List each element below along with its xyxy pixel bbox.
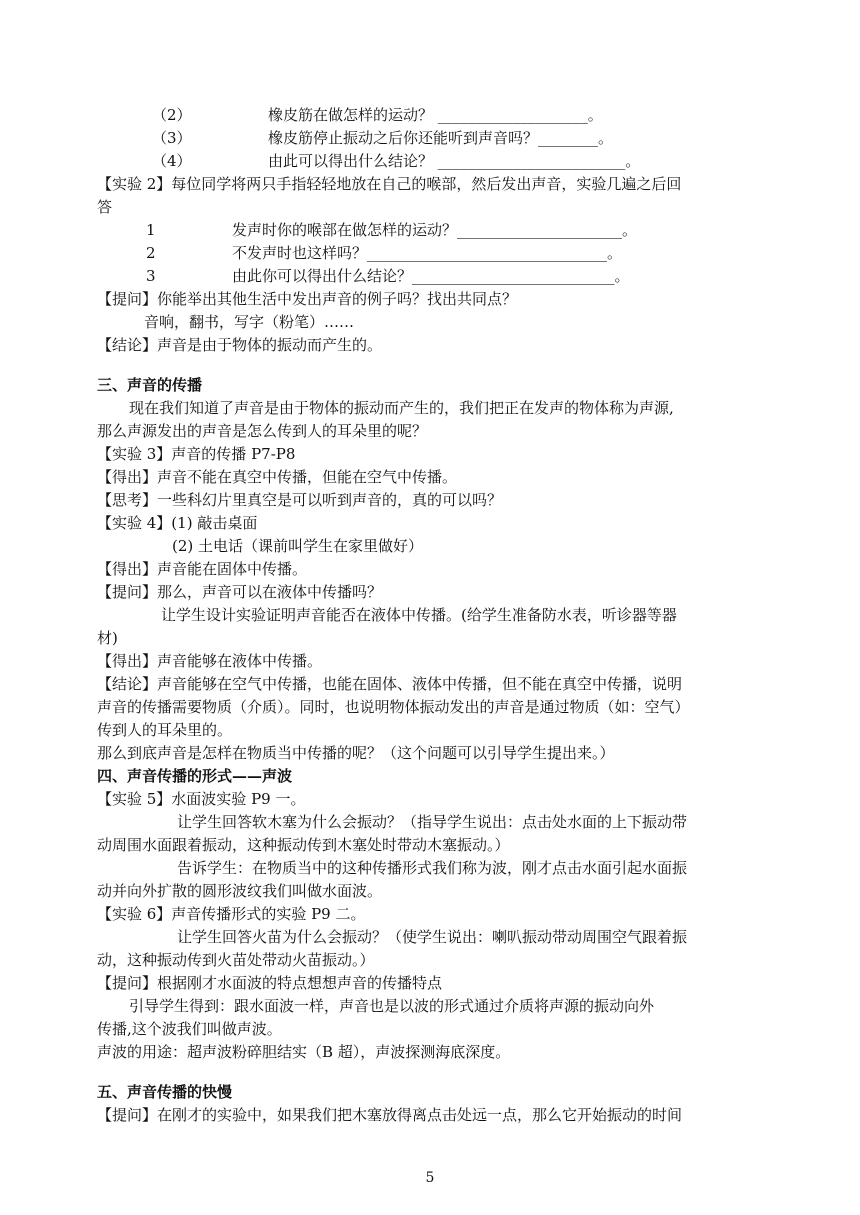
- text-line: 让学生设计实验证明声音能否在液体中传播。(给学生准备防水表，听诊器等器: [161, 606, 677, 624]
- text-line: 那么到底声音是怎样在物质当中传播的呢？（这个问题可以引导学生提出来。）: [97, 744, 615, 762]
- page-number: 5: [425, 1170, 435, 1186]
- text-line: 那么声源发出的声音是怎么传到人的耳朵里的呢？: [97, 422, 428, 440]
- text-line: 【实验 5】水面波实验 P9 一。: [97, 790, 306, 808]
- text-line: 答: [97, 198, 113, 216]
- question-line: （3） 橡皮筋停止振动之后你还能听到声音吗？________。: [152, 129, 614, 147]
- question-line: 2 不发声时也这样吗？________________________________。: [146, 244, 623, 262]
- section-heading: 四、声音传播的形式——声波: [97, 767, 293, 785]
- text-line: 材): [97, 629, 118, 647]
- text-line: (2) 土电话（课前叫学生在家里做好）: [172, 537, 424, 555]
- text-line: 动周围水面跟着振动，这种振动传到木塞处时带动木塞振动。）: [97, 836, 510, 854]
- text-line: 声音的传播需要物质（介质）。同时，也说明物体振动发出的声音是通过物质（如：空气）: [97, 698, 690, 716]
- text-line: 【提问】在刚才的实验中，如果我们把木塞放得离点击处远一点，那么它开始振动的时间: [97, 1106, 683, 1124]
- text-line: 让学生回答火苗为什么会振动？（使学生说出：喇叭振动带动周围空气跟着振: [177, 928, 688, 946]
- text-line: 告诉学生：在物质当中的这种传播形式我们称为波，刚才点击水面引起水面振: [177, 859, 688, 877]
- text-line: 动，这种振动传到火苗处带动火苗振动。）: [97, 951, 375, 969]
- text-line: 【结论】声音能够在空气中传播，也能在固体、液体中传播，但不能在真空中传播，说明: [97, 675, 683, 693]
- text-line: 传到人的耳朵里的。: [97, 721, 233, 739]
- section-heading: 三、声音的传播: [97, 376, 203, 394]
- text-line: 【实验 3】声音的传播 P7-P8: [97, 445, 296, 463]
- text-line: 【实验 4】(1) 敲击桌面: [97, 514, 258, 532]
- text-line: 让学生回答软木塞为什么会振动？（指导学生说出：点击处水面的上下振动带: [177, 813, 688, 831]
- text-line: 【得出】声音不能在真空中传播，但能在空气中传播。: [97, 468, 458, 486]
- text-line: 【得出】声音能够在液体中传播。: [97, 652, 323, 670]
- text-line: 动并向外扩散的圆形波纹我们叫做水面波。: [97, 882, 383, 900]
- text-line: 【结论】声音是由于物体的振动而产生的。: [97, 336, 383, 354]
- question-line: （2） 橡皮筋在做怎样的运动？ ____________________。: [152, 106, 603, 124]
- text-line: 音响，翻书，写字（粉笔）……: [144, 313, 355, 331]
- text-line: 【实验 6】声音传播形式的实验 P9 二。: [97, 905, 366, 923]
- question-line: 3 由此你可以得出什么结论？___________________________。: [146, 267, 630, 285]
- question-line: 1 发声时你的喉部在做怎样的运动？______________________。: [146, 221, 638, 239]
- question-line: （4） 由此可以得出什么结论？ _________________________。: [152, 152, 641, 170]
- section-heading: 五、声音传播的快慢: [97, 1083, 233, 1101]
- text-line: 【得出】声音能在固体中传播。: [97, 560, 308, 578]
- text-line: 【思考】一些科幻片里真空是可以听到声音的，真的可以吗？: [97, 491, 503, 509]
- text-line: 【提问】你能举出其他生活中发出声音的例子吗？找出共同点？: [97, 290, 518, 308]
- text-line: 传播,这个波我们叫做声波。: [97, 1020, 282, 1038]
- experiment-2-line: 【实验 2】每位同学将两只手指轻轻地放在自己的喉部，然后发出声音，实验几遍之后回: [97, 175, 682, 193]
- text-line: 声波的用途：超声波粉碎胆结实（B 超），声波探测海底深度。: [97, 1043, 511, 1061]
- text-line: 引导学生得到：跟水面波一样，声音也是以波的形式通过介质将声源的振动向外: [129, 997, 655, 1015]
- text-line: 【提问】根据刚才水面波的特点想想声音的传播特点: [97, 974, 443, 992]
- text-line: 【提问】那么，声音可以在液体中传播吗？: [97, 583, 383, 601]
- text-line: 现在我们知道了声音是由于物体的振动而产生的，我们把正在发声的物体称为声源,: [129, 399, 674, 417]
